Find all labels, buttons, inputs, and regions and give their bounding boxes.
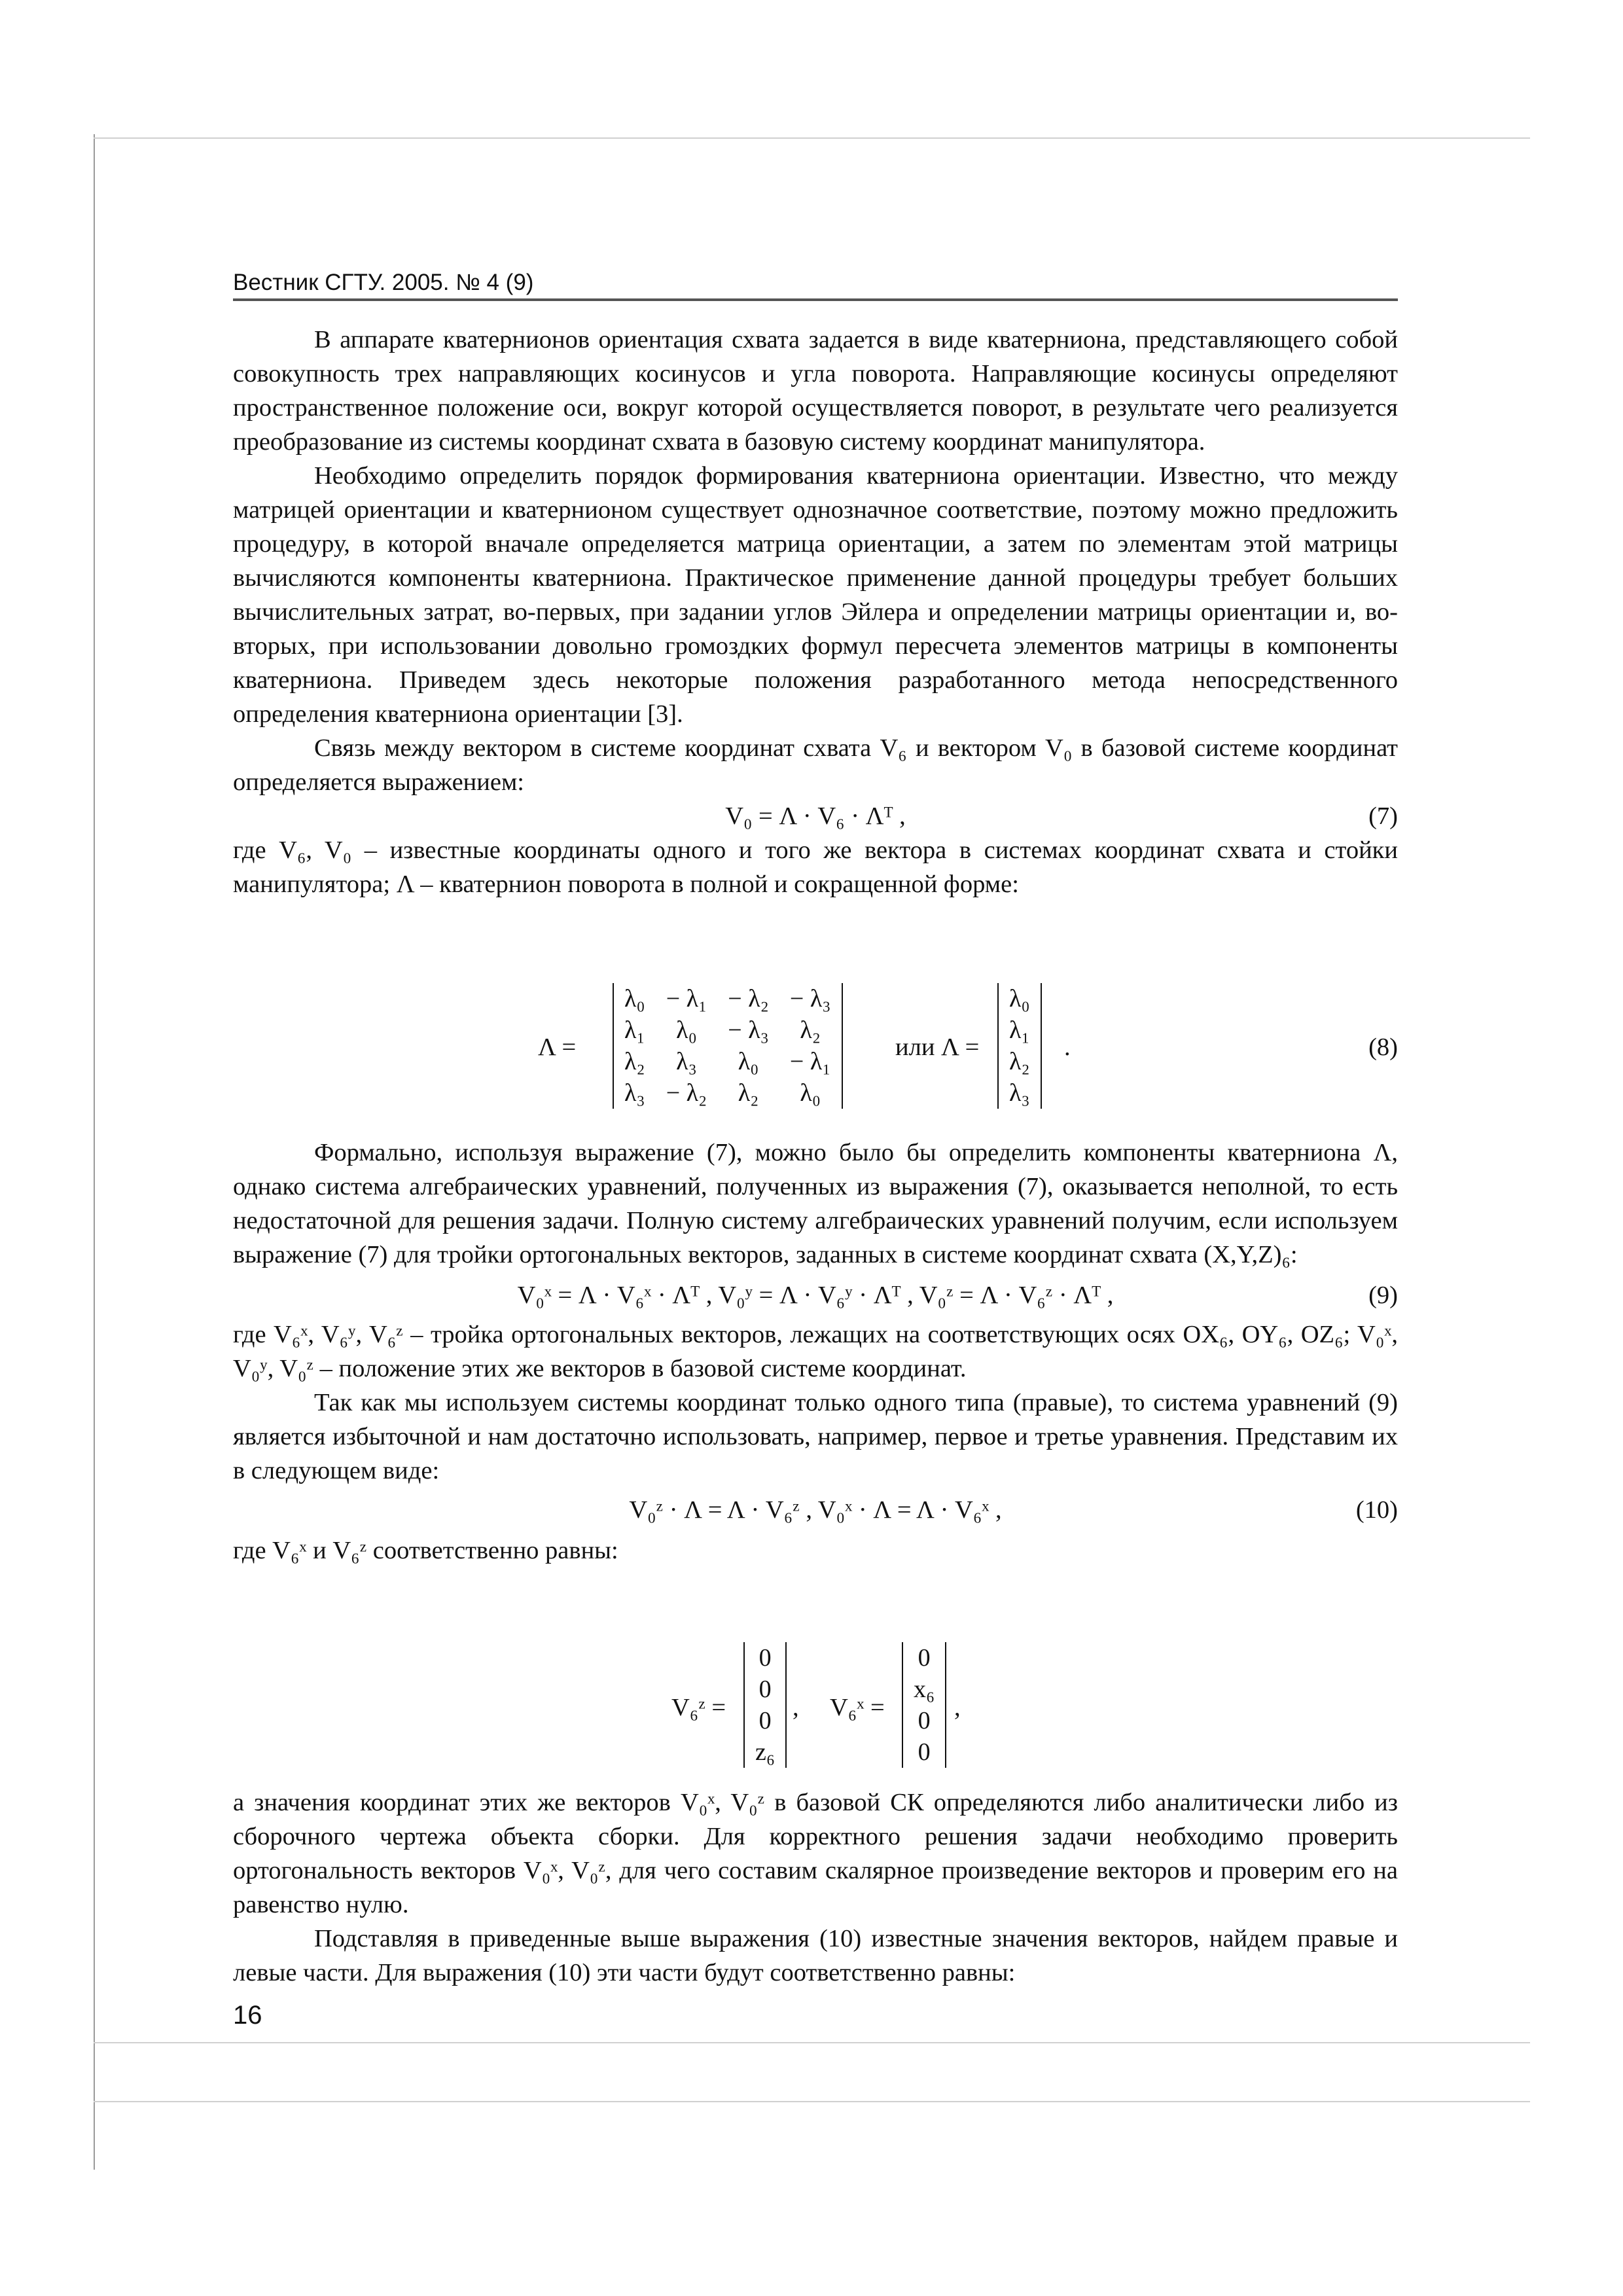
matrix-cell: λ₂: [738, 1079, 759, 1107]
vector-cell: λ₂: [1009, 1048, 1030, 1075]
vz-row: [744, 1674, 786, 1705]
paragraph-4: где V₆, V₀ – известные координаты одного и того же вектора в системах координат схвата и стойки манипулятора; Λ – кватернион поворота в полной и сокращенной форме:: [233, 836, 1398, 898]
vz-row: [744, 1736, 786, 1768]
equation-8-number: (8): [1368, 1033, 1398, 1061]
vector-cell: λ₁: [1009, 1016, 1030, 1044]
vz-cell: 0: [758, 1676, 772, 1703]
paragraph-2: Необходимо определить порядок формирования кватерниона ориентации. Известно, что между матрицей ориентации и кватернионом существует однозначное соответствие, поэтому можно предложить процедуру, в которой вначале определяется матрица ориентации, а затем по элементам этой матрицы вычисляются компоненты кватерниона. Практическое применение данной процедуры требует больших вычислительных затрат, во-первых, при задании углов Эйлера и определении матрицы ориентации и, во-вторых, при использовании довольно громоздких формул пересчета элементов матрицы в компоненты кватерниона. Приведем здесь некоторые положения разработанного метода непосредственного определения кватерниона ориентации [3].: [233, 462, 1398, 728]
matrix-cell: − λ₂: [666, 1079, 707, 1107]
paragraph-5: Формально, используя выражение (7), можно было бы определить компоненты кватерниона Λ, однако система алгебраических уравнений, полученных из выражения (7), оказывается неполной, то есть недостаточной для решения задачи. Полную систему алгебраических уравнений получим, если используем выражение (7) для тройки ортогональных векторов, заданных в системе координат схвата (X,Y,Z)₆:: [233, 1139, 1398, 1268]
vx-row: [902, 1736, 946, 1768]
paragraph-7: Так как мы используем системы координат только одного типа (правые), то система уравнений (9) является избыточной и нам достаточно использовать, например, первое и третье уравнения. Представим их в следующем виде:: [233, 1389, 1398, 1484]
vectors-equation: [233, 1640, 1398, 1777]
matrix-cell: − λ₁: [789, 1048, 831, 1075]
matrix-cell: λ₃: [676, 1048, 697, 1075]
equation-8-lhs: Λ =: [538, 1033, 577, 1061]
equation-8-or: или Λ =: [895, 1033, 980, 1061]
equation-7-body: V₀ = Λ · V₆ · Λᵀ ,: [725, 802, 906, 830]
vector-row: [998, 1046, 1041, 1077]
matrix-row: [613, 1077, 842, 1109]
vz-row: [744, 1705, 786, 1736]
section-system: [233, 1136, 1398, 1568]
matrix-row: [613, 1014, 842, 1046]
journal-header: Вестник СГТУ. 2005. № 4 (9): [233, 270, 1398, 301]
vx-lhs: V₆ˣ =: [830, 1694, 885, 1721]
vz-cell: 0: [758, 1707, 772, 1734]
vx-cell: 0: [918, 1644, 931, 1672]
paragraph-6: где V₆ˣ, V₆ʸ, V₆ᶻ – тройка ортогональных векторов, лежащих на соответствующих осях OX₆, OY₆, OZ₆; V₀ˣ, V₀ʸ, V₀ᶻ – положение этих же векторов в базовой системе координат.: [233, 1321, 1398, 1382]
section-intro: [233, 323, 1398, 901]
paragraph-8: где V₆ˣ и V₆ᶻ соответственно равны:: [233, 1537, 618, 1564]
paragraph-3: Связь между вектором в системе координат схвата V₆ и вектором V₀ в базовой системе координат определяется выражением:: [233, 734, 1398, 796]
vz-lhs: V₆ᶻ =: [671, 1694, 726, 1721]
matrix-cell: λ₀: [800, 1079, 821, 1107]
vz-separator: ,: [793, 1694, 799, 1721]
vx-row: [902, 1674, 946, 1705]
vz-vector: [743, 1642, 787, 1768]
vx-cell: 0: [918, 1738, 931, 1766]
equation-10: [233, 1493, 1398, 1527]
equation-8: [233, 975, 1398, 1119]
vx-end: ,: [954, 1694, 961, 1721]
matrix-cell: − λ₂: [728, 985, 769, 1013]
equation-10-body: V₀ᶻ · Λ = Λ · V₆ᶻ , V₀ˣ · Λ = Λ · V₆ˣ ,: [629, 1496, 1002, 1524]
matrix-cell: λ₂: [624, 1048, 645, 1075]
equation-9: [233, 1278, 1398, 1312]
vx-vector: [902, 1642, 946, 1768]
vx-row: [902, 1705, 946, 1736]
page-number: 16: [233, 2001, 262, 2030]
paragraph-1: В аппарате кватернионов ориентация схвата задается в виде кватерниона, представляющего собой совокупность трех направляющих косинусов и угла поворота. Направляющие косинусы определяют пространственное положение оси, вокруг которой осуществляется поворот, в результате чего реализуется преобразование из системы координат схвата в базовую систему координат манипулятора.: [233, 326, 1398, 456]
paragraph-9: а значения координат этих же векторов V₀ˣ, V₀ᶻ в базовой СК определяются либо аналитически либо из сборочного чертежа объекта сборки. Для корректного решения задачи необходимо проверить ортогональность векторов V₀ˣ, V₀ᶻ, для чего составим скалярное произведение векторов и проверим его на равенство нулю.: [233, 1789, 1398, 1918]
vz-cell: z₆: [755, 1738, 776, 1766]
vx-row: [902, 1642, 946, 1674]
matrix-cell: − λ₃: [728, 1016, 769, 1044]
quaternion-vector: [997, 983, 1042, 1109]
vector-row: [998, 1077, 1041, 1109]
vz-row: [744, 1642, 786, 1674]
vector-cell: λ₃: [1009, 1079, 1030, 1107]
equation-9-body: V₀ˣ = Λ · V₆ˣ · Λᵀ , V₀ʸ = Λ · V₆ʸ · Λᵀ , V₀ᶻ = Λ · V₆ᶻ · Λᵀ ,: [517, 1282, 1114, 1309]
vector-row: [998, 1014, 1041, 1046]
vector-cell: λ₀: [1009, 985, 1030, 1013]
bottom-rule-line-1: [94, 2042, 1530, 2043]
matrix-row: [613, 983, 842, 1014]
quaternion-matrix: [613, 983, 843, 1109]
matrix-cell: λ₀: [676, 1016, 697, 1044]
paragraph-10: Подставляя в приведенные выше выражения (10) известные значения векторов, найдем правые и левые части. Для выражения (10) эти части будут соответственно равны:: [233, 1925, 1398, 1986]
left-margin-line: [94, 134, 95, 2170]
bottom-rule-line-2: [94, 2101, 1530, 2102]
vx-cell: 0: [918, 1707, 931, 1734]
vz-cell: 0: [758, 1644, 772, 1672]
matrix-cell: λ₁: [624, 1016, 645, 1044]
equation-8-end: .: [1064, 1033, 1071, 1061]
equation-10-number: (10): [1355, 1496, 1398, 1524]
vx-cell: x₆: [914, 1676, 935, 1703]
equation-7-number: (7): [1368, 802, 1398, 830]
matrix-row: [613, 1046, 842, 1077]
matrix-cell: − λ₁: [666, 985, 707, 1013]
matrix-cell: − λ₃: [789, 985, 831, 1013]
equation-9-number: (9): [1368, 1282, 1398, 1309]
equation-7: [233, 799, 1398, 833]
matrix-cell: λ₂: [800, 1016, 821, 1044]
vector-row: [998, 983, 1041, 1014]
section-conclusion: [233, 1785, 1398, 1990]
matrix-cell: λ₀: [738, 1048, 759, 1075]
matrix-cell: λ₀: [624, 985, 645, 1013]
top-rule-line: [94, 137, 1530, 139]
matrix-cell: λ₃: [624, 1079, 645, 1107]
